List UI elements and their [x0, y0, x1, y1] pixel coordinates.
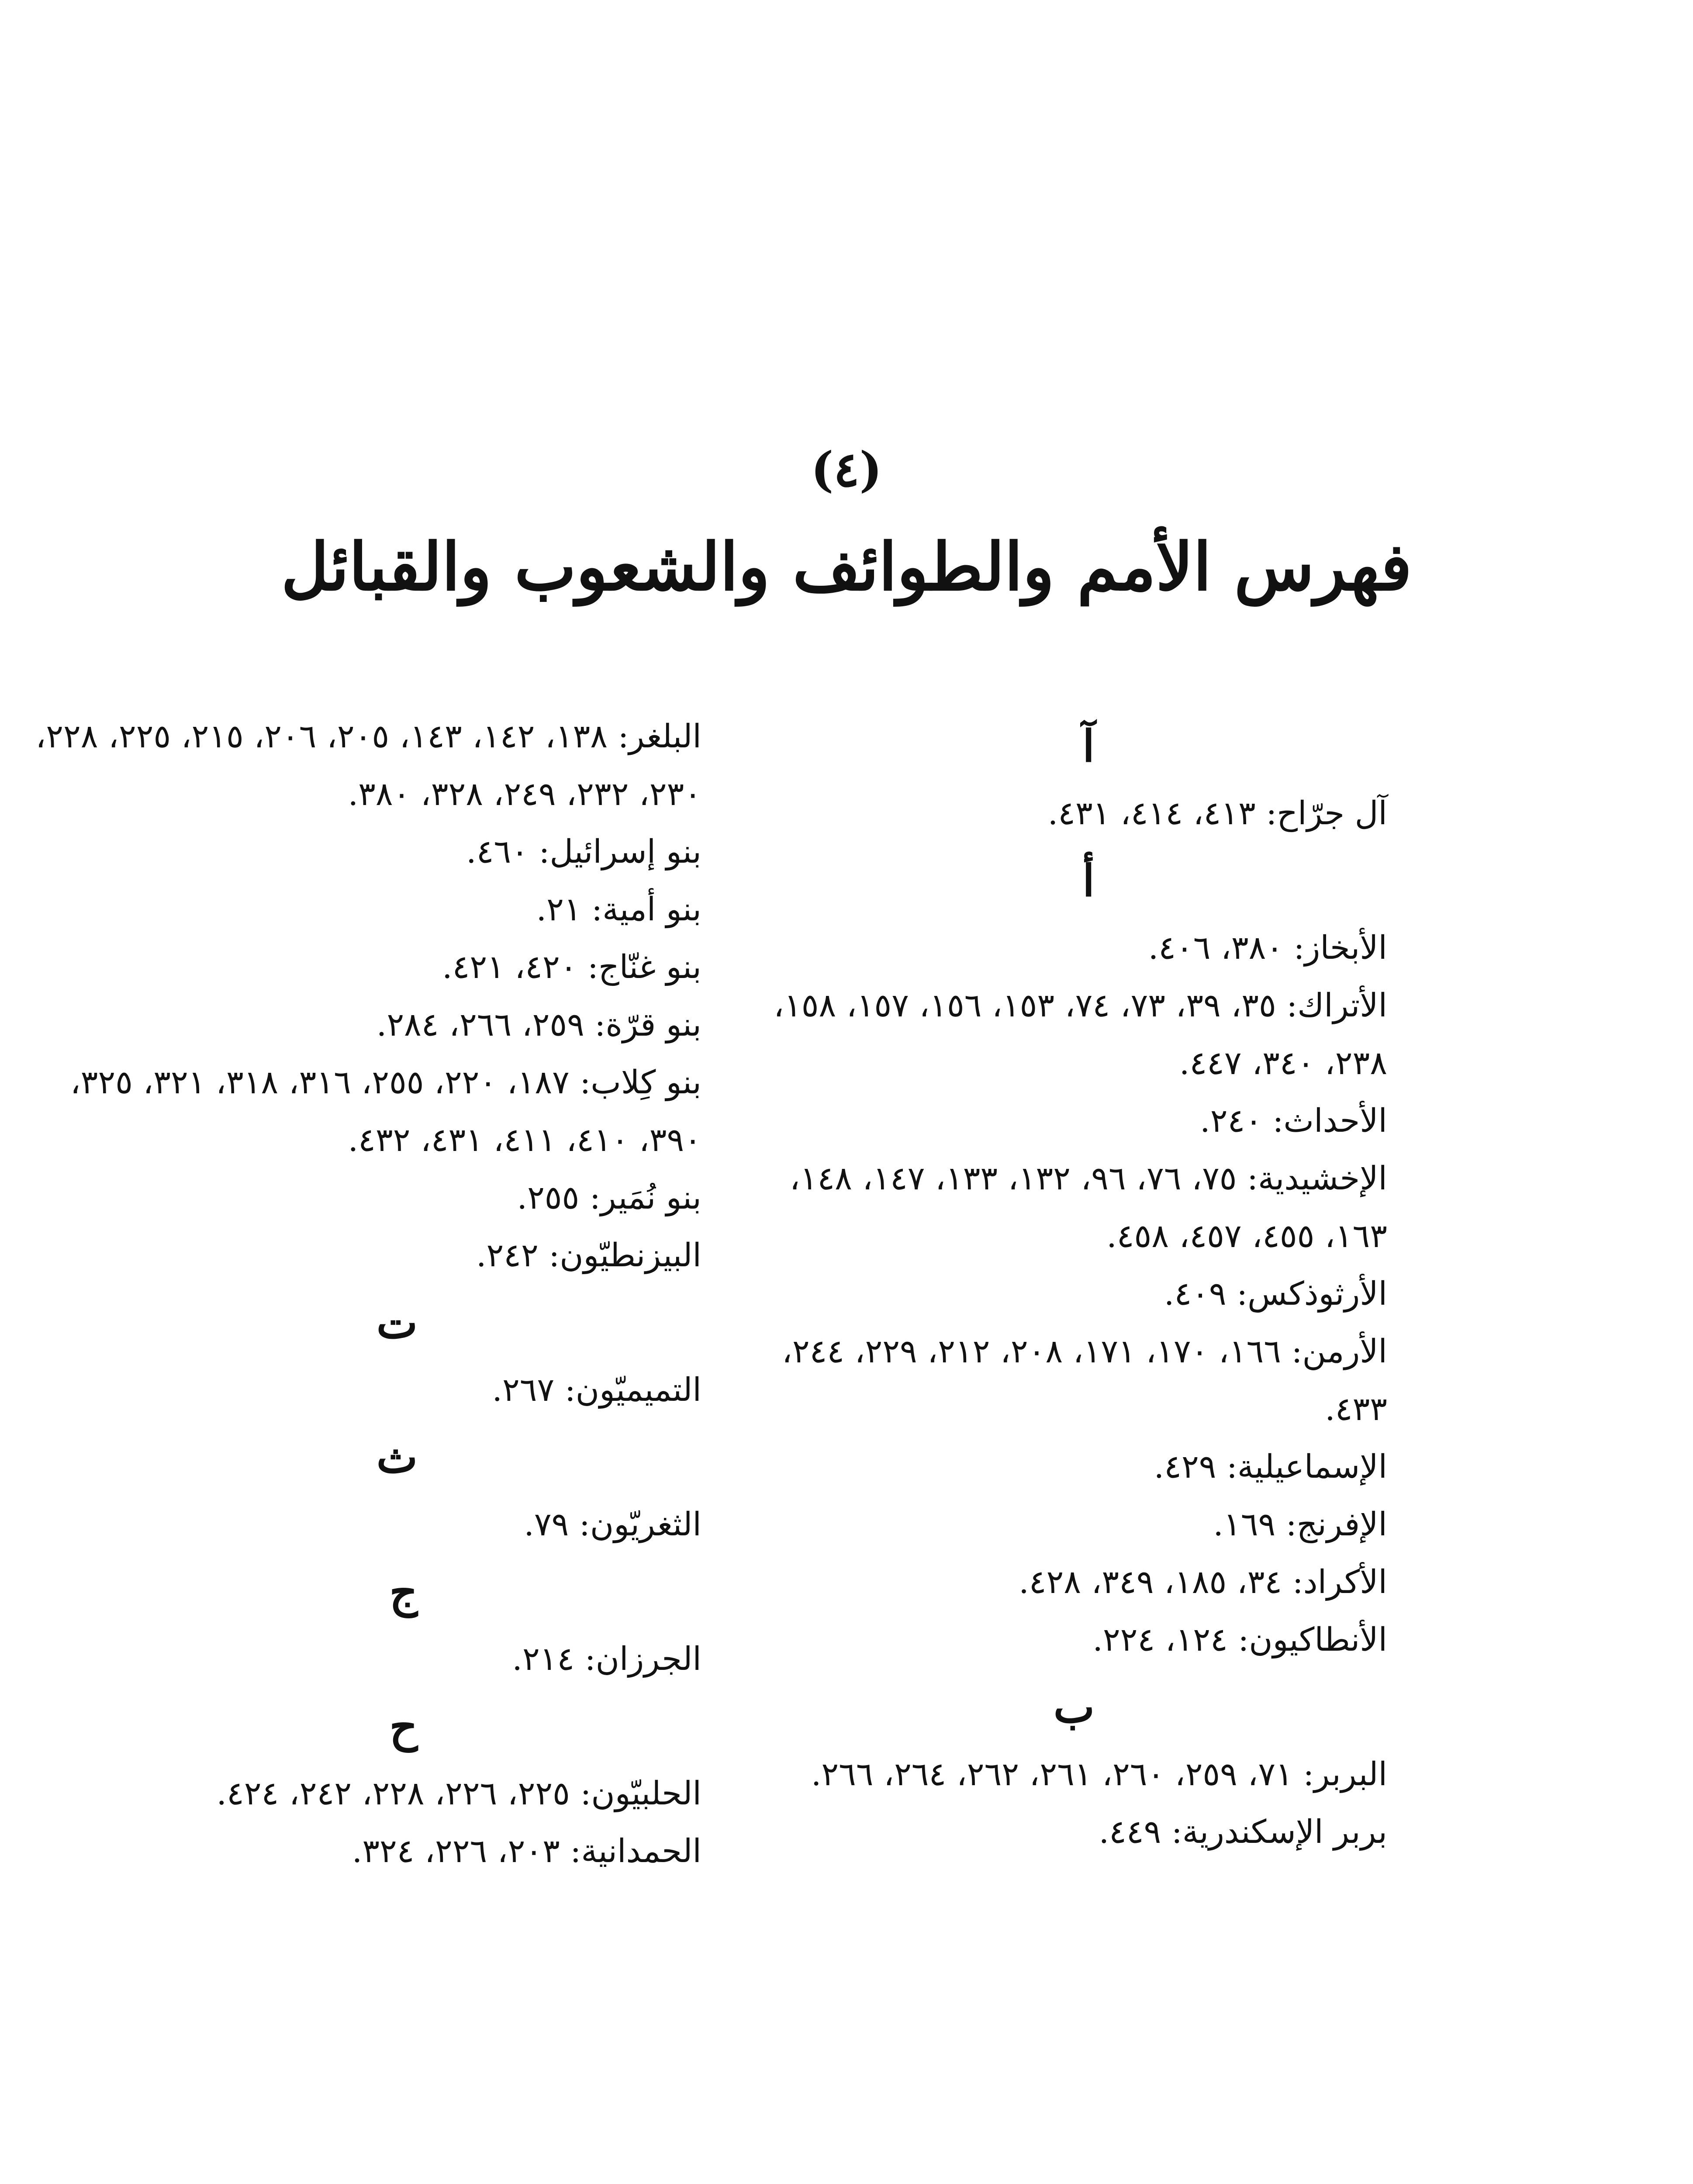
entry-name: بنو نُمَير: — [589, 1179, 701, 1216]
entry-name: الحمدانية: — [570, 1832, 701, 1870]
entry-name: الأحداث: — [1272, 1102, 1387, 1140]
entry-name: بنو قرّة: — [594, 1006, 701, 1044]
entry-pages: ٤٤٩. — [1099, 1813, 1161, 1851]
index-entry — [24, 1054, 701, 1169]
entry-pages: ٤٠٩. — [1164, 1275, 1227, 1313]
entry-name: البربر: — [1303, 1755, 1387, 1793]
index-entry — [24, 1227, 701, 1284]
entry-pages: ٧٩. — [524, 1506, 569, 1543]
entry-name: بربر الإسكندرية: — [1171, 1813, 1387, 1851]
entry-pages: ٤١٣، ٤١٤، ٤٣١. — [1047, 795, 1256, 832]
entry-name: الثغريّون: — [579, 1506, 701, 1543]
index-entry — [754, 1092, 1387, 1150]
index-entry — [24, 708, 701, 823]
entry-pages: ١٣٨، ١٤٢، ١٤٣، ٢٠٥، ٢٠٦، ٢١٥، ٢٢٥، ٢٢٨، ٢٣٠، ٢٣٢، ٢٤٩، ٣٢٨، ٣٨٠. — [35, 718, 701, 813]
entry-pages: ٢٤٠. — [1200, 1102, 1262, 1140]
entry-pages: ١٨٧، ٢٢٠، ٢٥٥، ٣١٦، ٣١٨، ٣٢١، ٣٢٥، ٣٩٠، ٤١٠، ٤١١، ٤٣١، ٤٣٢. — [70, 1064, 701, 1159]
entry-pages: ٢٦٧. — [492, 1371, 555, 1409]
index-entry — [754, 1553, 1387, 1611]
entry-name: التميميّون: — [564, 1371, 701, 1409]
section-letter: ب — [1053, 1681, 1095, 1733]
index-entry — [754, 1323, 1387, 1438]
entry-name: بنو إسرائيل: — [539, 833, 701, 871]
entry-name: الحلبيّون: — [580, 1775, 701, 1812]
entry-pages: ٣٤، ١٨٥، ٣٤٩، ٤٢٨. — [1019, 1563, 1282, 1601]
section-number: (٤) — [811, 441, 882, 498]
index-entry — [754, 784, 1387, 842]
section-letter: ح — [389, 1700, 418, 1752]
index-entry — [754, 1803, 1387, 1861]
index-entry — [754, 1745, 1387, 1803]
index-column-right — [754, 708, 1387, 1861]
entry-pages: ١٦٦، ١٧٠، ١٧١، ٢٠٨، ٢١٢، ٢٢٩، ٢٤٤، ٤٣٣. — [781, 1333, 1387, 1428]
entry-name: الإخشيدية: — [1247, 1160, 1387, 1197]
index-entry — [24, 1361, 701, 1419]
entry-pages: ٢١٤. — [512, 1640, 575, 1678]
entry-name: الأنطاكيون: — [1238, 1621, 1387, 1659]
entry-name: الإسماعيلية: — [1226, 1448, 1387, 1486]
entry-name: الأرمن: — [1291, 1333, 1387, 1370]
entry-name: البيزنطيّون: — [549, 1237, 701, 1274]
entry-name: البلغر: — [618, 718, 701, 755]
entry-name: الأكراد: — [1292, 1563, 1387, 1601]
index-entry — [754, 977, 1387, 1092]
index-entry — [24, 881, 701, 938]
section-letter: آ — [1082, 720, 1095, 772]
index-entry — [24, 1496, 701, 1553]
entry-name: بنو أمية: — [591, 891, 701, 928]
entry-pages: ٢٥٥. — [517, 1179, 580, 1216]
section-letter: أ — [1082, 855, 1095, 906]
index-column-left — [24, 708, 701, 1880]
entry-pages: ٢٥٩، ٢٦٦، ٢٨٤. — [376, 1006, 584, 1044]
page-title: فهرس الأمم والطوائف والشعوب والقبائل — [281, 529, 1412, 605]
section-letter: ت — [376, 1297, 418, 1348]
entry-pages: ٢١. — [536, 891, 581, 928]
entry-pages: ٢٠٣، ٢٢٦، ٣٢٤. — [352, 1832, 560, 1870]
index-entry — [24, 938, 701, 996]
index-entry — [24, 1630, 701, 1688]
section-letter: ث — [376, 1431, 418, 1483]
index-entry — [24, 996, 701, 1054]
index-entry — [24, 823, 701, 881]
entry-pages: ٣٨٠، ٤٠٦. — [1148, 929, 1284, 967]
index-entry — [754, 1611, 1387, 1669]
entry-pages: ٤٦٠. — [466, 833, 529, 871]
index-entry — [754, 1496, 1387, 1553]
section-letter: ج — [389, 1566, 418, 1617]
entry-name: آل جرّاح: — [1266, 795, 1387, 832]
entry-name: الإفرنج: — [1285, 1506, 1387, 1543]
entry-name: الأبخاز: — [1293, 929, 1387, 967]
index-entry — [754, 1150, 1387, 1265]
entry-pages: ١٢٤، ٢٢٤. — [1092, 1621, 1228, 1659]
entry-pages: ١٦٩. — [1213, 1506, 1276, 1543]
entry-pages: ٣٥، ٣٩، ٧٣، ٧٤، ١٥٣، ١٥٦، ١٥٧، ١٥٨، ٢٣٨، ٣٤٠، ٤٤٧. — [774, 987, 1387, 1082]
index-entry — [754, 1265, 1387, 1323]
entry-name: الأرثوذكس: — [1237, 1275, 1387, 1313]
entry-pages: ٧١، ٢٥٩، ٢٦٠، ٢٦١، ٢٦٢، ٢٦٤، ٢٦٦. — [811, 1755, 1293, 1793]
entry-pages: ٢٤٢. — [476, 1237, 539, 1274]
index-entry — [24, 1765, 701, 1822]
entry-pages: ٧٥، ٧٦، ٩٦، ١٣٢، ١٣٣، ١٤٧، ١٤٨، ١٦٣، ٤٥٥، ٤٥٧، ٤٥٨. — [789, 1160, 1387, 1255]
entry-pages: ٤٢٩. — [1154, 1448, 1216, 1486]
index-entry — [24, 1169, 701, 1227]
entry-name: بنو غنّاج: — [587, 948, 701, 986]
index-entry — [24, 1822, 701, 1880]
index-entry — [754, 1438, 1387, 1496]
entry-name: الأتراك: — [1286, 987, 1387, 1024]
entry-name: الجرزان: — [584, 1640, 701, 1678]
entry-name: بنو كِلاب: — [580, 1064, 701, 1101]
index-entry — [754, 919, 1387, 977]
entry-pages: ٤٢٠، ٤٢١. — [442, 948, 577, 986]
entry-pages: ٢٢٥، ٢٢٦، ٢٢٨، ٢٤٢، ٤٢٤. — [216, 1775, 570, 1812]
